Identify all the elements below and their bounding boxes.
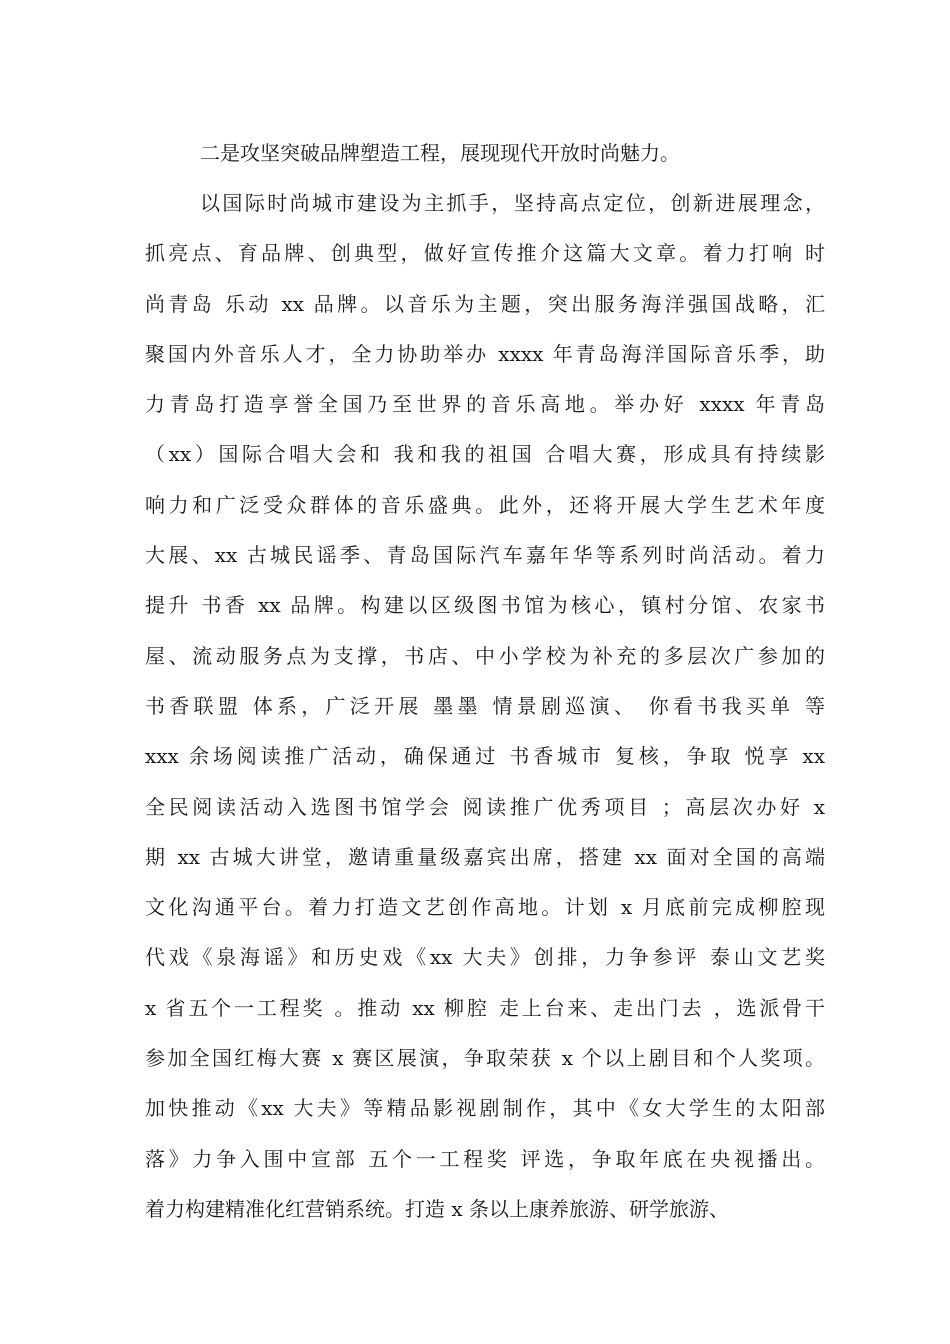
text-line: x 省五个一工程奖 。推动 xx 柳腔 走上台来、走出门去 ，选派骨干 (145, 995, 825, 1020)
text-line: 大展、xx 古城民谣季、青岛国际汽车嘉年华等系列时尚活动。着力 (145, 543, 825, 568)
section-heading: 二是攻坚突破品牌塑造工程，展现现代开放时尚魅力。 (200, 141, 680, 165)
text-line: 响力和广泛受众群体的音乐盛典。此外，还将开展大学生艺术年度 (145, 492, 825, 517)
text-line: 着力构建精准化红营销系统。打造 x 条以上康养旅游、研学旅游、 (145, 1196, 729, 1221)
text-line: 聚国内外音乐人才，全力协助举办 xxxx 年青岛海洋国际音乐季，助 (145, 341, 825, 366)
body-paragraph (145, 183, 825, 1239)
text-line: 落》力争入围中宣部 五个一工程奖 评选，争取年底在央视播出。 (145, 1146, 825, 1171)
text-line: 抓亮点、育品牌、创典型，做好宣传推介这篇大文章。着力打响 时 (145, 241, 825, 266)
text-line: 力青岛打造享誉全国乃至世界的音乐高地。举办好 xxxx 年青岛 (145, 392, 825, 417)
text-line: 尚青岛 乐动 xx 品牌。以音乐为主题，突出服务海洋强国战略，汇 (145, 291, 825, 316)
text-line: 代戏《泉海谣》和历史戏《xx 大夫》创排，力争参评 泰山文艺奖 (145, 945, 825, 970)
text-line: 屋、流动服务点为支撑，书店、中小学校为补充的多层次广参加的 (145, 643, 825, 668)
text-line: 参加全国红梅大赛 x 赛区展演，争取荣获 x 个以上剧目和个人奖项。 (145, 1046, 825, 1071)
text-line: 书香联盟 体系，广泛开展 墨墨 情景剧巡演、 你看书我买单 等 (145, 693, 825, 718)
text-line: 期 xx 古城大讲堂，邀请重量级嘉宾出席，搭建 xx 面对全国的高端 (145, 844, 825, 869)
text-line: 文化沟通平台。着力打造文艺创作高地。计划 x 月底前完成柳腔现 (145, 895, 825, 920)
text-line: 以国际时尚城市建设为主抓手，坚持高点定位，创新进展理念， (200, 191, 825, 215)
text-line: 加快推动《xx 大夫》等精品影视剧制作，其中《女大学生的太阳部 (145, 1096, 825, 1121)
text-line: 提升 书香 xx 品牌。构建以区级图书馆为核心，镇村分馆、农家书 (145, 593, 825, 618)
text-line: （xx）国际合唱大会和 我和我的祖国 合唱大赛，形成具有持续影 (145, 442, 825, 467)
text-line: 全民阅读活动入选图书馆学会 阅读推广优秀项目 ；高层次办好 x (145, 794, 825, 819)
text-line: xxx 余场阅读推广活动，确保通过 书香城市 复核，争取 悦享 xx (145, 744, 825, 769)
